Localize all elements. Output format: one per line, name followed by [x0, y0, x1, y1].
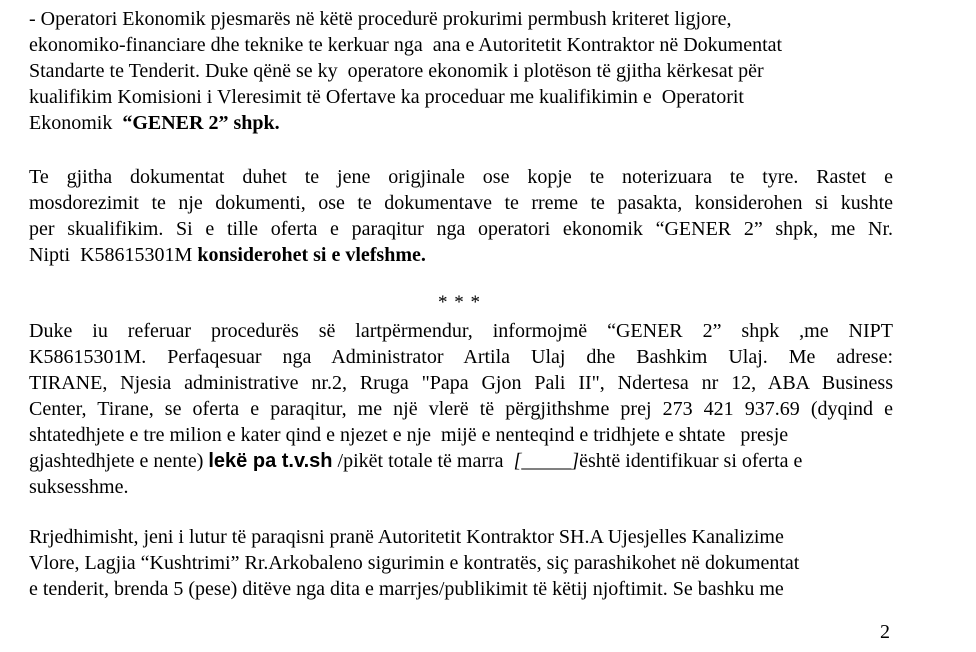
- para3-line6-points: /pikët totale të marra: [332, 450, 514, 472]
- para3-line7: suksesshme.: [29, 476, 129, 498]
- para1-line5: [29, 110, 280, 136]
- para3-line4: Center, Tirane, se oferta e paraqitur, me një vlerë të përgjithshme prej 273 421 937.69 (dyqind e: [29, 398, 893, 420]
- para3-line1: Duke iu referuar procedurës së lartpërmendur, informojmë “GENER 2” shpk ,me NIPT: [29, 320, 893, 342]
- para2-line4: [29, 242, 426, 268]
- section-separator: * * *: [438, 292, 481, 313]
- para1-line2: ekonomiko-financiare dhe teknike te kerkuar nga ana e Autoritetit Kontraktor në Dokumentat: [29, 34, 783, 56]
- para1-line3: Standarte te Tenderit. Duke qënë se ky operatore ekonomik i plotëson të gjitha kërkesat për: [29, 60, 764, 82]
- para3-line5: shtatedhjete e tre milion e kater qind e njezet e nje mijë e nenteqind e tridhjete e shtate presje: [29, 424, 789, 446]
- para1-line5-text: Ekonomik: [29, 112, 123, 134]
- para3-line3: TIRANE, Njesia administrative nr.2, Rruga "Papa Gjon Pali II", Ndertesa nr 12, ABA Business: [29, 372, 893, 394]
- para2-line4-text: Nipti K58615301M: [29, 244, 198, 266]
- valid-offer-bold: konsiderohet si e vlefshme.: [197, 244, 426, 266]
- para3-line6: [29, 448, 802, 474]
- para4-line2: Vlore, Lagjia “Kushtrimi” Rr.Arkobaleno sigurimin e kontratës, siç parashikohet në dokumentat: [29, 552, 800, 574]
- price-note-bold: lekë pa t.v.sh: [208, 450, 333, 472]
- para3-line6-end: është identifikuar si oferta e: [579, 450, 803, 472]
- page-number: 2: [880, 621, 890, 643]
- para1-line4: kualifikim Komisioni i Vleresimit të Ofertave ka proceduar me kualifikimin e Operatorit: [29, 86, 744, 108]
- para1-line1: - Operatori Ekonomik pjesmarës në këtë procedurë prokurimi permbush kriteret ligjore,: [29, 8, 732, 30]
- para2-line2: mosdorezimit te nje dokumenti, ose te dokumentave te rreme te pasakta, konsiderohen si kushte: [29, 192, 893, 214]
- para4-line3: e tenderit, brenda 5 (pese) ditëve nga dita e marrjes/publikimit të këtij njoftimit. Se bashku me: [29, 578, 784, 600]
- para4-line1: Rrjedhimisht, jeni i lutur të paraqisni pranë Autoritetit Kontraktor SH.A Ujesjelles Kanalizime: [29, 526, 784, 548]
- para2-line3: per skualifikim. Si e tille oferta e paraqitur nga operatori ekonomik “GENER 2” shpk, me Nr.: [29, 218, 893, 240]
- para3-line6-text: gjashtedhjete e nente): [29, 450, 209, 472]
- company-name-bold: “GENER 2” shpk.: [122, 112, 280, 134]
- points-blank-field: [_____]: [513, 450, 580, 472]
- para2-line1: Te gjitha dokumentat duhet te jene origjinale ose kopje te noterizuara te tyre. Rastet e: [29, 166, 893, 188]
- para3-line2: K58615301M. Perfaqesuar nga Administrator Artila Ulaj dhe Bashkim Ulaj. Me adrese:: [29, 346, 893, 368]
